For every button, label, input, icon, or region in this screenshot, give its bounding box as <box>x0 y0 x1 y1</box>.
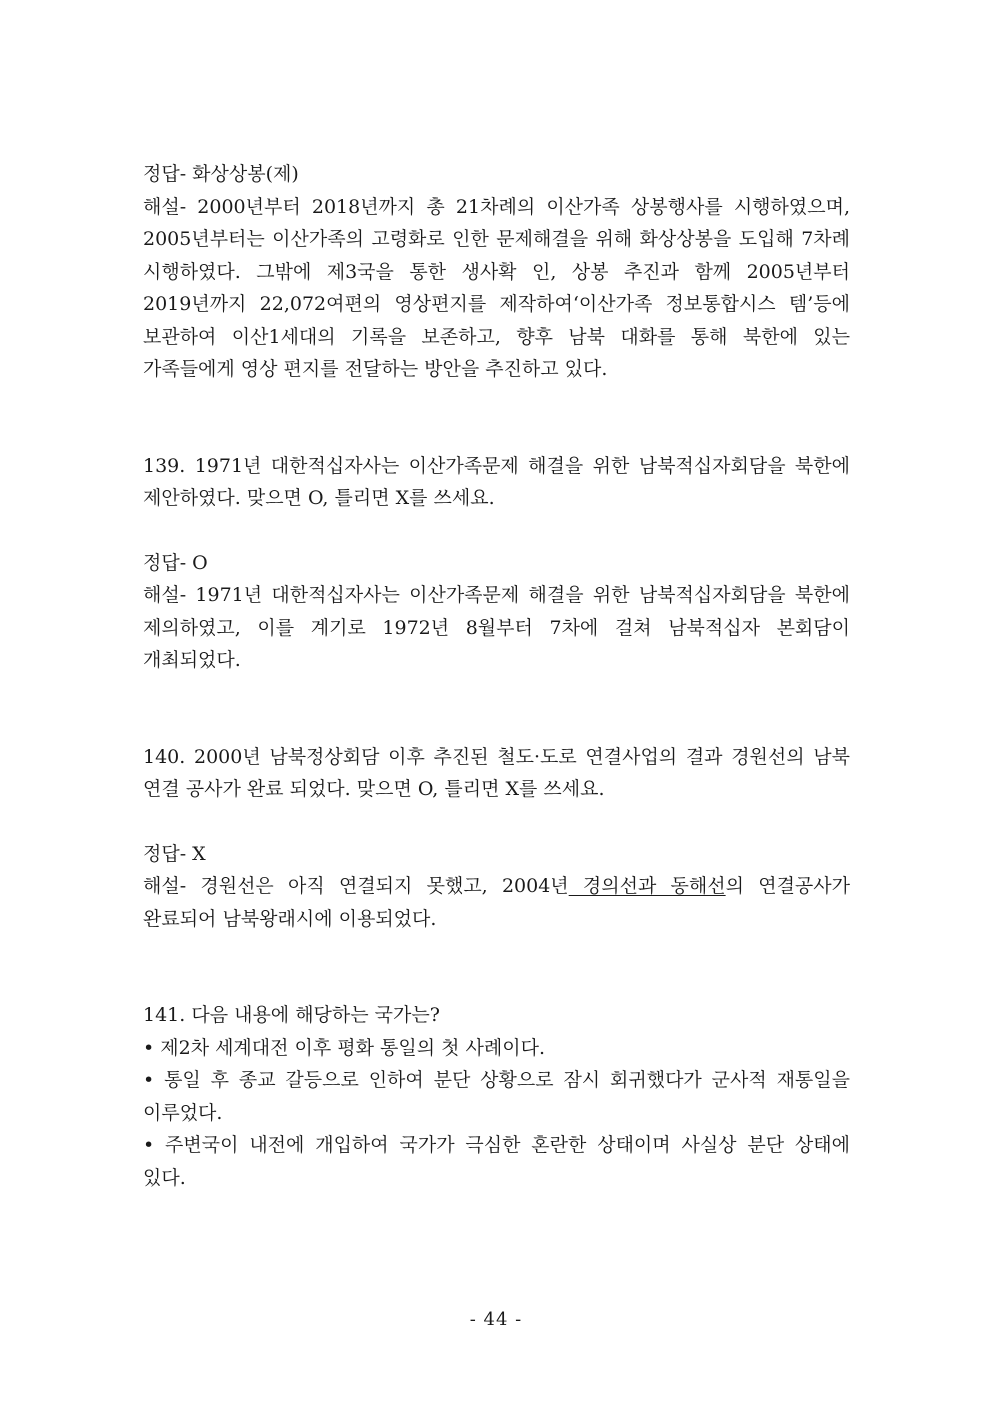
explanation-140 <box>143 870 850 935</box>
page-number: - 44 - <box>469 1309 523 1330</box>
section-gap <box>143 515 850 547</box>
section-gap <box>143 386 850 450</box>
section-gap <box>143 677 850 741</box>
bullet-item: • 통일 후 종교 갈등으로 인하여 분단 상황으로 잠시 회귀했다가 군사적 재통일을 이루었다. <box>143 1069 850 1124</box>
explanation-138: 해설- 2000년부터 2018년까지 총 21차례의 이산가족 상봉행사를 시행하였으며, 2005년부터는 이산가족의 고령화로 인한 문제해결을 위해 화상상봉을 도입해 7차례 시행하였다. 그밖에 제3국을 통한 생사확 인, 상봉 추진과 함께 2005년부터 2019년까지 22,072여편의 영상편지를 제작하여‘이산가족 정보통합시스 템’등에 보관하여 이산1세대의 기록을 보존하고, 향후 남북 대화를 통해 북한에 있는 가족들에게 영상 편지를 전달하는 방안을 추진하고 있다. <box>143 195 850 380</box>
explanation-140-end: 의 연결공사가 완료되어 남북왕래시에 이용되었다. <box>143 875 850 930</box>
question-140: 140. 2000년 남북정상회담 이후 추진된 철도·도로 연결사업의 결과 경원선의 남북 연결 공사가 완료 되었다. 맞으면 O, 틀리면 X를 쓰세요. <box>143 745 850 800</box>
answer-139: 정답- O <box>143 551 208 574</box>
question-141: 141. 다음 내용에 해당하는 국가는? <box>143 1004 440 1026</box>
bullet-item: • 제2차 세계대전 이후 평화 통일의 첫 사례이다. <box>143 1036 545 1059</box>
section-gap <box>143 935 850 999</box>
answer-140: 정답- X <box>143 842 206 865</box>
explanation-139: 해설- 1971년 대한적십자사는 이산가족문제 해결을 위한 남북적십자회담을 북한에 제의하였고, 이를 계기로 1972년 8월부터 7차에 걸쳐 남북적십자 본회담이 개최되었다. <box>143 584 850 671</box>
explanation-140-start: 해설- 경원선은 아직 연결되지 못했고, 2004년 <box>143 875 569 897</box>
bullet-item: • 주변국이 내전에 개입하여 국가가 극심한 혼란한 상태이며 사실상 분단 상태에 있다. <box>143 1134 850 1189</box>
section-gap <box>143 806 850 838</box>
answer-138: 정답- 화상상봉(제) <box>143 163 299 185</box>
page-content <box>143 158 850 1194</box>
explanation-140-underlined: 경의선과 동해선 <box>568 875 726 897</box>
question-139: 139. 1971년 대한적십자사는 이산가족문제 해결을 위한 남북적십자회담을 북한에 제안하였다. 맞으면 O, 틀리면 X를 쓰세요. <box>143 454 850 509</box>
